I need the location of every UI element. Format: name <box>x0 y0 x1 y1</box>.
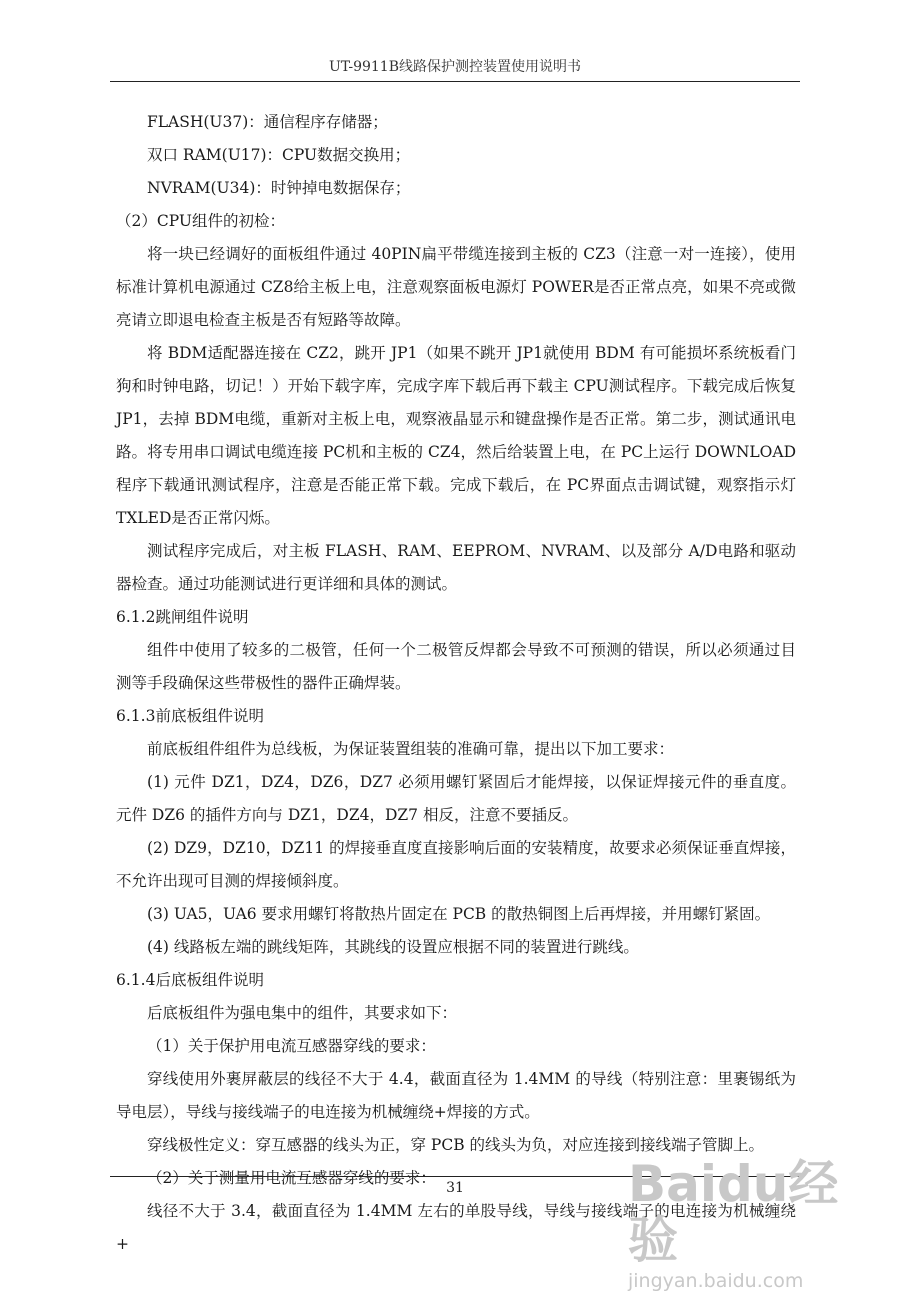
header-divider <box>110 81 800 82</box>
document-body <box>116 106 796 1261</box>
paragraph-nvram: NVRAM(U34)：时钟掉电数据保存； <box>147 179 411 197</box>
baidu-watermark <box>628 1155 878 1292</box>
watermark-logo: Baidu经验 <box>628 1155 839 1269</box>
paragraph-polarity: 穿线极性定义：穿互感器的线头为正，穿 PCB 的线头为负，对应连接到接线端子管脚上。 <box>147 1136 765 1154</box>
subheading-protection-ct: （1）关于保护用电流互感器穿线的要求： <box>147 1037 436 1055</box>
subheading-cpu-initial-check: （2）CPU组件的初检： <box>116 212 285 230</box>
paragraph-front-board-intro: 前底板组件组件为总线板，为保证装置组装的准确可靠，提出以下加工要求： <box>147 740 675 758</box>
list-item-front-1: (1) 元件 DZ1，DZ4，DZ6，DZ7 必须用螺钉紧固后才能焊接，以保证焊接元件的垂直度。元件 DZ6 的插件方向与 DZ1，DZ4，DZ7 相反，注意不要插反。 <box>116 773 796 824</box>
paragraph-panel-connection: 将一块已经调好的面板组件通过 40PIN扁平带缆连接到主板的 CZ3（注意一对一连接），使用标准计算机电源通过 CZ8给主板上电，注意观察面板电源灯 POWER是否正常点亮，如果不亮或微亮请立即退电检查主板是否有短路等故障。 <box>116 245 796 329</box>
section-heading-6-1-2: 6.1.2跳闸组件说明 <box>116 608 249 626</box>
page-number: 31 <box>446 1180 464 1196</box>
paragraph-diodes: 组件中使用了较多的二极管，任何一个二极管反焊都会导致不可预测的错误，所以必须通过目测等手段确保这些带极性的器件正确焊装。 <box>116 641 796 692</box>
section-heading-6-1-4: 6.1.4后底板组件说明 <box>116 971 264 989</box>
subheading-measurement-ct: （2）关于测量用电流互感器穿线的要求： <box>147 1169 436 1187</box>
paragraph-flash: FLASH(U37)：通信程序存储器； <box>147 113 388 131</box>
list-item-front-2: (2) DZ9，DZ10，DZ11 的焊接垂直度直接影响后面的安装精度，故要求必须保证垂直焊接，不允许出现可目测的焊接倾斜度。 <box>116 839 796 890</box>
paragraph-test-complete: 测试程序完成后，对主板 FLASH、RAM、EEPROM、NVRAM、以及部分 A/D电路和驱动器检查。通过功能测试进行更详细和具体的测试。 <box>116 542 796 593</box>
page-header-title: UT-9911B线路保护测控装置使用说明书 <box>329 59 581 75</box>
section-heading-6-1-3: 6.1.3前底板组件说明 <box>116 707 264 725</box>
paragraph-dual-ram: 双口 RAM(U17)：CPU数据交换用； <box>147 146 411 164</box>
list-item-front-4: (4) 线路板左端的跳线矩阵，其跳线的设置应根据不同的装置进行跳线。 <box>147 938 639 956</box>
paragraph-protection-wire: 穿线使用外裹屏蔽层的线径不大于 4.4，截面直径为 1.4MM 的导线（特别注意：里裹锡纸为导电层），导线与接线端子的电连接为机械缠绕+焊接的方式。 <box>116 1070 796 1121</box>
watermark-url: jingyan.baidu.com <box>628 1270 804 1292</box>
paragraph-rear-board-intro: 后底板组件为强电集中的组件，其要求如下： <box>147 1004 458 1022</box>
paragraph-bdm-download: 将 BDM适配器连接在 CZ2，跳开 JP1（如果不跳开 JP1就使用 BDM 有可能损坏系统板看门狗和时钟电路，切记！）开始下载字库，完成字库下载后再下载主 CPU测试程序。下载完成后恢复 JP1，去掉 BDM电缆，重新对主板上电，观察液晶显示和键盘操作是否正常。第二步，测试通讯电路。将专用串口调试电缆连接 PC机和主板的 CZ4，然后给装置上电，在 PC上运行 DOWNLOAD程序下载通讯测试程序，注意是否能正常下载。完成下载后，在 PC界面点击调试键，观察指示灯 TXLED是否正常闪烁。 <box>116 344 796 527</box>
list-item-front-3: (3) UA5，UA6 要求用螺钉将散热片固定在 PCB 的散热铜图上后再焊接，并用螺钉紧固。 <box>147 905 771 923</box>
paragraph-measurement-wire: 线径不大于 3.4，截面直径为 1.4MM 左右的单股导线，导线与接线端子的电连接为机械缠绕+ <box>116 1202 796 1253</box>
